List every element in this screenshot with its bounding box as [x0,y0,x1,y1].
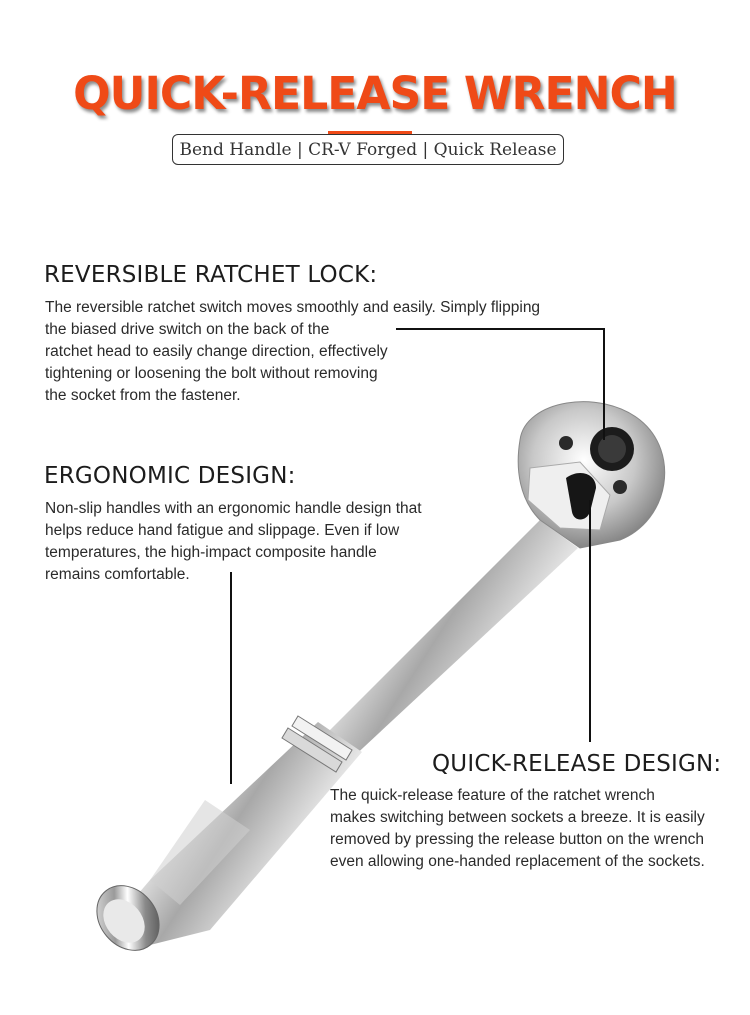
quick-release-text [330,785,705,873]
callout-line-quick-release [589,500,591,742]
callout-line-ergonomic [230,572,232,784]
text-line: Non-slip handles with an ergonomic handle design that [45,500,422,517]
ergonomic-design-heading: ERGONOMIC DESIGN: [44,463,296,489]
text-line: tightening or loosening the bolt without removing [45,365,378,382]
text-line: removed by pressing the release button on the wrench [330,831,704,848]
text-line: The quick-release feature of the ratchet wrench [330,787,655,804]
page-title: QUICK-RELEASE WRENCH [73,67,677,120]
reversible-ratchet-text [45,297,540,407]
reversible-ratchet-heading: REVERSIBLE RATCHET LOCK: [44,262,378,288]
text-line: helps reduce hand fatigue and slippage. Even if low [45,522,400,539]
text-line: the biased drive switch on the back of the [45,321,330,338]
text-line: even allowing one-handed replacement of the sockets. [330,853,705,870]
callout-line-ratchet-horizontal [396,328,605,330]
text-line: remains comfortable. [45,566,190,583]
text-line: the socket from the fastener. [45,387,241,404]
quick-release-heading: QUICK-RELEASE DESIGN: [432,751,722,777]
callout-line-ratchet-vertical [603,328,605,440]
ergonomic-design-text [45,498,422,586]
text-line: temperatures, the high-impact composite handle [45,544,377,561]
text-line: ratchet head to easily change direction, effectively [45,343,388,360]
text-line: The reversible ratchet switch moves smoothly and easily. Simply flipping [45,299,541,316]
text-line: makes switching between sockets a breeze. It is easily [330,809,705,826]
subtitle-text: Bend Handle | CR-V Forged | Quick Release [179,139,557,160]
